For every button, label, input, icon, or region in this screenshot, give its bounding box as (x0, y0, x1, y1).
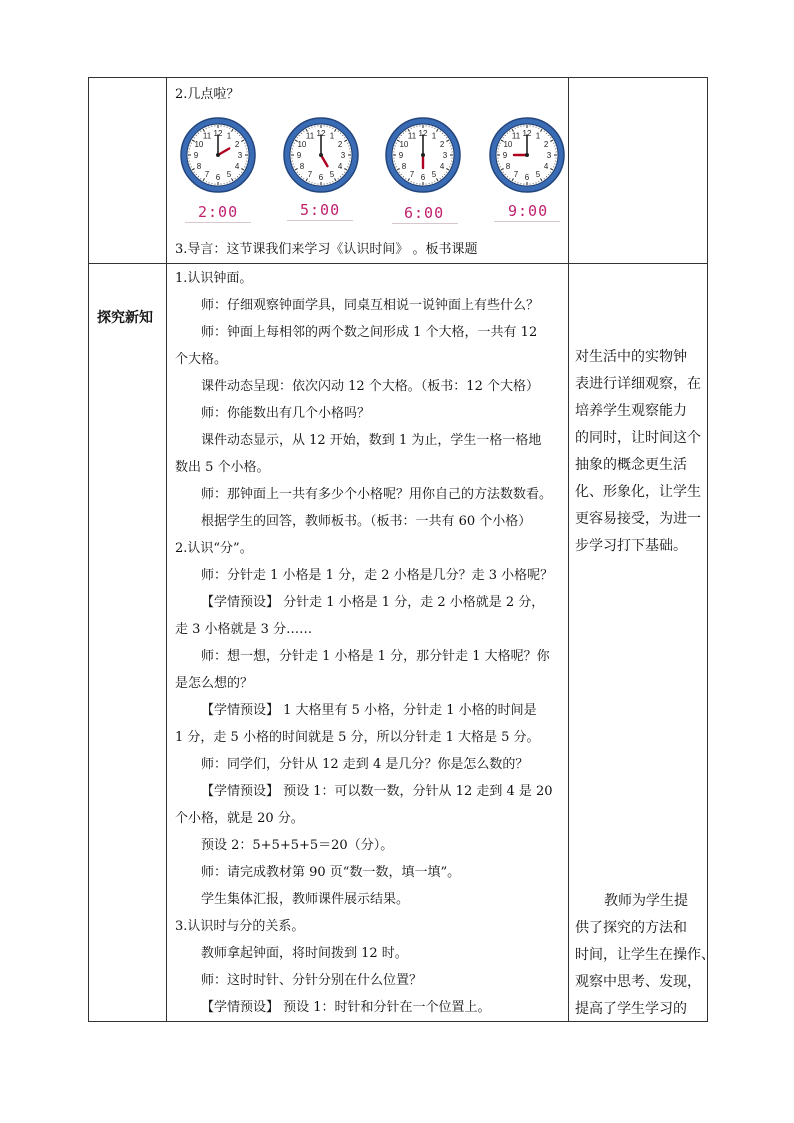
svg-text:9: 9 (193, 150, 199, 160)
svg-text:7: 7 (409, 169, 415, 179)
note-line: 化、形象化，让学生 (575, 484, 701, 500)
svg-text:8: 8 (401, 161, 407, 171)
svg-text:8: 8 (505, 161, 511, 171)
svg-text:1: 1 (431, 131, 437, 141)
note-line: 对生活中的实物钟 (575, 349, 687, 365)
body-line: 【学情预设】 1 大格里有 5 小格，分针走 1 小格的时间是 (201, 703, 537, 718)
svg-text:5: 5 (431, 169, 437, 179)
section-label: 探究新知 (97, 310, 153, 326)
svg-text:7: 7 (204, 169, 210, 179)
clock-face-icon (282, 116, 360, 194)
note-line: 抽象的概念更生活 (575, 457, 687, 473)
svg-text:9: 9 (398, 150, 404, 160)
body-line: 走 3 小格就是 3 分…… (175, 622, 313, 637)
body-line: 3.认识时与分的关系。 (175, 919, 305, 934)
column-divider-1 (166, 78, 167, 1021)
note-line: 的同时，让时间这个 (575, 430, 701, 446)
body-line: 个小格，就是 20 分。 (175, 811, 304, 826)
svg-text:10: 10 (503, 139, 513, 149)
intro-line: 3.导言：这节课我们来学习《认识时间》 。板书课题 (175, 242, 478, 257)
svg-text:7: 7 (307, 169, 313, 179)
body-line: 2.认识“分”。 (175, 541, 253, 556)
body-line: 师：你能数出有几个小格吗？ (201, 406, 371, 421)
svg-text:4: 4 (543, 161, 549, 171)
svg-text:3: 3 (237, 150, 243, 160)
svg-text:2: 2 (439, 139, 445, 149)
row-divider (89, 263, 707, 264)
svg-text:2: 2 (234, 139, 240, 149)
svg-text:4: 4 (439, 161, 445, 171)
note-line: 更容易接受，为进一 (575, 511, 701, 527)
note-line: 培养学生观察能力 (575, 403, 687, 419)
svg-text:12: 12 (418, 128, 428, 138)
svg-text:6: 6 (215, 172, 221, 182)
clock-3 (384, 116, 462, 198)
clock-face-icon (179, 116, 257, 194)
body-line: 【学情预设】 预设 1：时针和分针在一个位置上。 (201, 1000, 491, 1015)
clock-4 (488, 116, 566, 198)
body-line: 【学情预设】 分针走 1 小格是 1 分，走 2 小格就是 2 分， (201, 595, 545, 610)
note-line: 教师为学生提 (604, 893, 688, 909)
note-line: 时间，让学生在操作、 (575, 947, 715, 963)
svg-text:8: 8 (299, 161, 305, 171)
svg-text:12: 12 (316, 128, 326, 138)
svg-text:11: 11 (202, 131, 212, 141)
body-line: 根据学生的回答，教师板书。（板书：一共有 60 个小格） (201, 514, 532, 529)
note-line: 步学习打下基础。 (575, 538, 687, 554)
time-label-3: 6:00 (404, 204, 445, 222)
body-line: 师：想一想，分针走 1 小格是 1 分，那分针走 1 大格呢？你 (201, 649, 550, 664)
body-line: 预设 2：5+5+5+5＝20（分）。 (201, 838, 394, 853)
svg-text:10: 10 (194, 139, 204, 149)
clock-face-icon (384, 116, 462, 194)
body-line: 数出 5 个小格。 (175, 460, 270, 475)
svg-text:6: 6 (420, 172, 426, 182)
svg-text:9: 9 (296, 150, 302, 160)
time-label-2: 5:00 (300, 201, 341, 219)
body-line: 师：这时时针、分针分别在什么位置？ (201, 973, 423, 988)
svg-text:12: 12 (522, 128, 532, 138)
time-label-1: 2:00 (198, 203, 239, 221)
svg-text:2: 2 (543, 139, 549, 149)
body-line: 课件动态显示，从 12 开始，数到 1 为止，学生一格一格地 (201, 433, 542, 448)
body-line: 1 分，走 5 小格的时间就是 5 分，所以分针走 1 大格是 5 分。 (175, 730, 540, 745)
svg-text:8: 8 (196, 161, 202, 171)
svg-text:5: 5 (226, 169, 232, 179)
svg-text:11: 11 (511, 131, 521, 141)
answer-line (287, 220, 353, 221)
svg-text:12: 12 (213, 128, 223, 138)
svg-text:1: 1 (535, 131, 541, 141)
note-line: 供了探究的方法和 (575, 920, 687, 936)
svg-text:10: 10 (297, 139, 307, 149)
body-line: 师：分针走 1 小格是 1 分，走 2 小格是几分？走 3 小格呢？ (201, 568, 554, 583)
svg-text:4: 4 (234, 161, 240, 171)
body-line: 学生集体汇报，教师课件展示结果。 (201, 892, 410, 907)
body-line: 师：仔细观察钟面学具，同桌互相说一说钟面上有些什么？ (201, 298, 540, 313)
time-label-4: 9:00 (508, 202, 549, 220)
clock-face-icon (488, 116, 566, 194)
svg-text:2: 2 (337, 139, 343, 149)
body-line: 【学情预设】 预设 1：可以数一数，分针从 12 走到 4 是 20 (201, 784, 553, 799)
note-line: 表进行详细观察，在 (575, 376, 701, 392)
svg-text:11: 11 (407, 131, 417, 141)
body-line: 个大格。 (175, 352, 228, 367)
answer-line (392, 223, 458, 224)
question-heading: 2.几点啦？ (175, 87, 240, 102)
body-line: 师：那钟面上一共有多少个小格呢？用你自己的方法数数看。 (201, 487, 553, 502)
svg-text:3: 3 (546, 150, 552, 160)
svg-text:5: 5 (329, 169, 335, 179)
svg-text:10: 10 (399, 139, 409, 149)
answer-line (494, 221, 560, 222)
column-divider-2 (568, 78, 569, 1021)
body-line: 师：请完成教材第 90 页“数一数，填一填”。 (201, 865, 461, 880)
answer-line (185, 222, 251, 223)
svg-text:7: 7 (513, 169, 519, 179)
note-line: 观察中思考、发现， (575, 974, 701, 990)
svg-text:5: 5 (535, 169, 541, 179)
body-line: 师：同学们，分针从 12 走到 4 是几分？你是怎么数的？ (201, 757, 529, 772)
note-line: 提高了学生学习的 (575, 1001, 687, 1017)
svg-text:6: 6 (524, 172, 530, 182)
body-line: 是怎么想的？ (175, 676, 254, 691)
svg-text:9: 9 (502, 150, 508, 160)
svg-text:11: 11 (305, 131, 315, 141)
svg-text:3: 3 (442, 150, 448, 160)
svg-text:3: 3 (340, 150, 346, 160)
clock-1 (179, 116, 257, 198)
body-line: 教师拿起钟面，将时间拨到 12 时。 (201, 946, 408, 961)
body-line: 1.认识钟面。 (175, 271, 253, 286)
body-line: 师：钟面上每相邻的两个数之间形成 1 个大格，一共有 12 (201, 325, 538, 340)
body-line: 课件动态呈现：依次闪动 12 个大格。（板书：12 个大格） (201, 379, 539, 394)
lesson-table (88, 77, 715, 1022)
svg-text:6: 6 (318, 172, 324, 182)
svg-text:1: 1 (329, 131, 335, 141)
clock-2 (282, 116, 360, 198)
svg-text:1: 1 (226, 131, 232, 141)
svg-text:4: 4 (337, 161, 343, 171)
